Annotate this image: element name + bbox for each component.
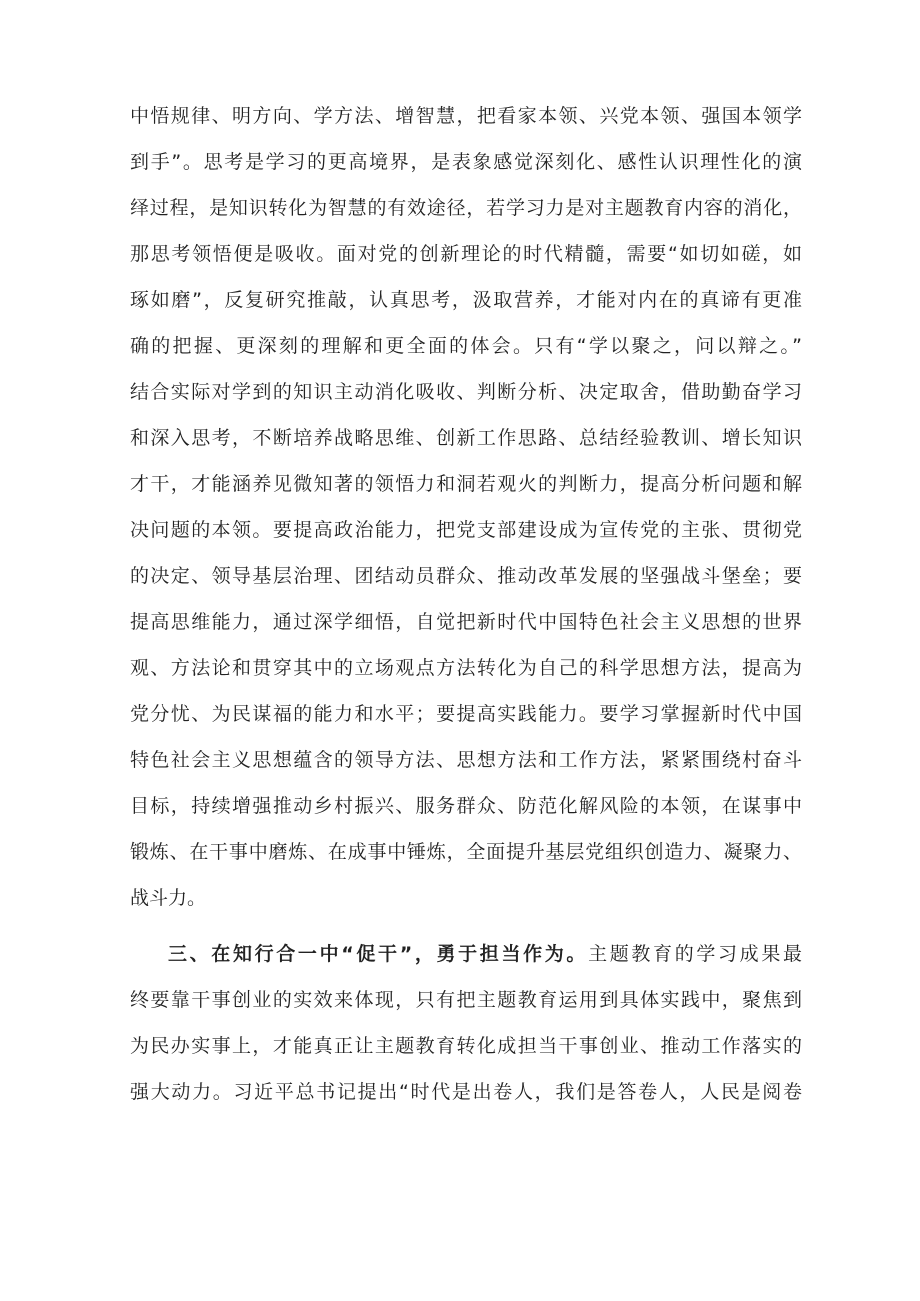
section-heading: 三、在知行合一中“促干”，勇于担当作为。 — [168, 943, 589, 965]
text-line: 战斗力。 — [130, 887, 207, 909]
text-line: 决问题的本领。要提高政治能力，把党支部建设成为宣传党的主张、贯彻党 — [130, 519, 802, 541]
text-line: 观、方法论和贯穿其中的立场观点方法转化为自己的科学思想方法，提高为 — [130, 657, 802, 679]
text-line: 绎过程，是知识转化为智慧的有效途径，若学习力是对主题教育内容的消化， — [130, 197, 802, 219]
text-run: 主题教育的学习成果最 — [588, 943, 802, 965]
text-line: 才干，才能涵养见微知著的领悟力和洞若观火的判断力，提高分析问题和解 — [130, 473, 802, 495]
text-line — [130, 934, 802, 974]
text-line: 的决定、领导基层治理、团结动员群众、推动改革发展的坚强战斗堡垒；要 — [130, 565, 802, 587]
text-line: 锻炼、在干事中磨炼、在成事中锤炼，全面提升基层党组织创造力、凝聚力、 — [130, 841, 802, 863]
text-line: 琢如磨”，反复研究推敲，认真思考，汲取营养，才能对内在的真谛有更准 — [130, 289, 802, 311]
text-line: 特色社会主义思想蕴含的领导方法、思想方法和工作方法，紧紧围绕村奋斗 — [130, 749, 802, 771]
text-line: 党分忧、为民谋福的能力和水平；要提高实践能力。要学习掌握新时代中国 — [130, 703, 802, 725]
text-line: 中悟规律、明方向、学方法、增智慧，把看家本领、兴党本领、强国本领学 — [130, 105, 802, 127]
text-line: 那思考领悟便是吸收。面对党的创新理论的时代精髓，需要“如切如磋，如 — [130, 243, 802, 265]
text-line: 强大动力。习近平总书记提出“时代是出卷人，我们是答卷人，人民是阅卷 — [130, 1081, 802, 1103]
text-line: 终要靠干事创业的实效来体现，只有把主题教育运用到具体实践中，聚焦到 — [130, 989, 802, 1011]
text-line: 为民办实事上，才能真正让主题教育转化成担当干事创业、推动工作落实的 — [130, 1035, 802, 1057]
text-line: 结合实际对学到的知识主动消化吸收、判断分析、决定取舍，借助勤奋学习 — [130, 381, 802, 403]
text-line: 提高思维能力，通过深学细悟，自觉把新时代中国特色社会主义思想的世界 — [130, 611, 802, 633]
text-line: 目标，持续增强推动乡村振兴、服务群众、防范化解风险的本领，在谋事中 — [130, 795, 802, 817]
text-line: 到手”。思考是学习的更高境界，是表象感觉深刻化、感性认识理性化的演 — [130, 151, 802, 173]
text-line: 确的把握、更深刻的理解和更全面的体会。只有“学以聚之，问以辩之。” — [130, 335, 802, 357]
text-line: 和深入思考，不断培养战略思维、创新工作思路、总结经验教训、增长知识 — [130, 427, 802, 449]
